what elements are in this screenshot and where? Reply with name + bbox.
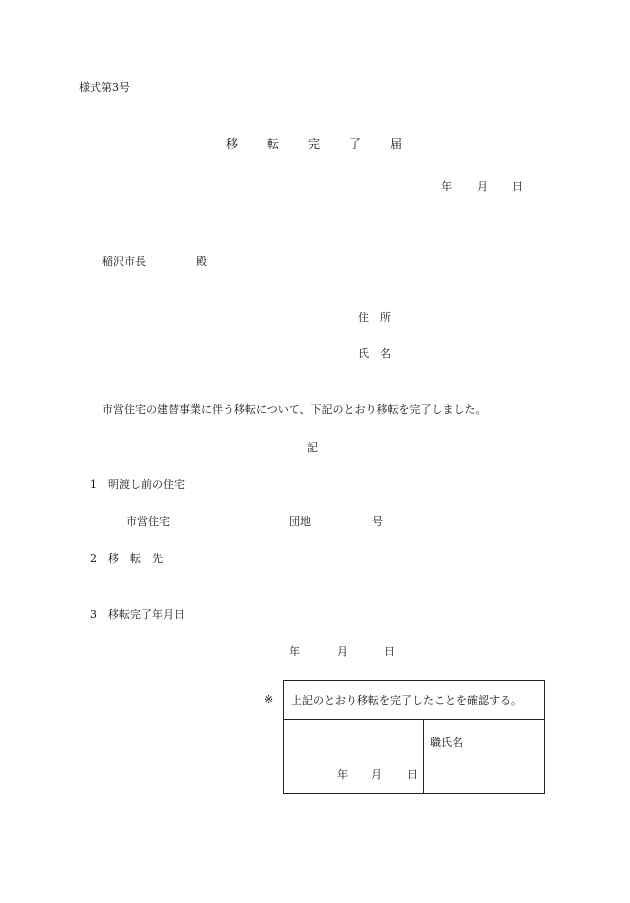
date-day-label: 日: [512, 180, 523, 193]
confirmation-mark: ※: [264, 693, 274, 706]
item-3-label: 移転完了年月日: [108, 608, 185, 621]
item-2-number: 2: [90, 552, 97, 565]
confirmation-date-day: 日: [407, 768, 418, 781]
title-char: 移: [226, 137, 239, 151]
confirmation-date-year: 年: [337, 768, 348, 781]
title-char: 転: [267, 137, 280, 151]
applicant-address-label: 住 所: [358, 311, 391, 324]
item-3-number: 3: [90, 608, 97, 621]
date-year-label: 年: [441, 180, 452, 193]
addressee-honorific: 殿: [196, 255, 207, 268]
addressee-name: 稲沢市長: [102, 255, 146, 268]
item-2-label: 移 転 先: [108, 552, 163, 565]
title-char: 了: [349, 137, 362, 151]
date-month-label: 月: [477, 180, 488, 193]
confirmation-divider-horizontal: [284, 719, 544, 720]
title-char: 届: [390, 137, 403, 151]
confirmation-text: 上記のとおり移転を完了したことを確認する。: [291, 694, 522, 707]
item-1-number: 1: [90, 478, 97, 491]
applicant-name-label: 氏 名: [358, 347, 391, 360]
completion-day-label: 日: [384, 645, 395, 658]
title-char: 完: [308, 137, 321, 151]
form-number: 様式第3号: [79, 81, 130, 94]
confirmation-divider-vertical: [423, 719, 424, 793]
confirmation-box: [283, 680, 545, 794]
staff-name-label: 職氏名: [430, 736, 463, 749]
completion-year-label: 年: [289, 645, 300, 658]
vacated-housing-prefix: 市営住宅: [126, 515, 170, 528]
completion-month-label: 月: [337, 645, 348, 658]
ki-label: 記: [307, 441, 318, 454]
vacated-housing-unit: 号: [372, 515, 383, 528]
vacated-housing-estate: 団地: [289, 515, 311, 528]
body-text: 市営住宅の建替事業に伴う移転について、下記のとおり移転を完了しました。: [102, 403, 487, 416]
item-1-label: 明渡し前の住宅: [108, 478, 185, 491]
confirmation-date-month: 月: [371, 768, 382, 781]
